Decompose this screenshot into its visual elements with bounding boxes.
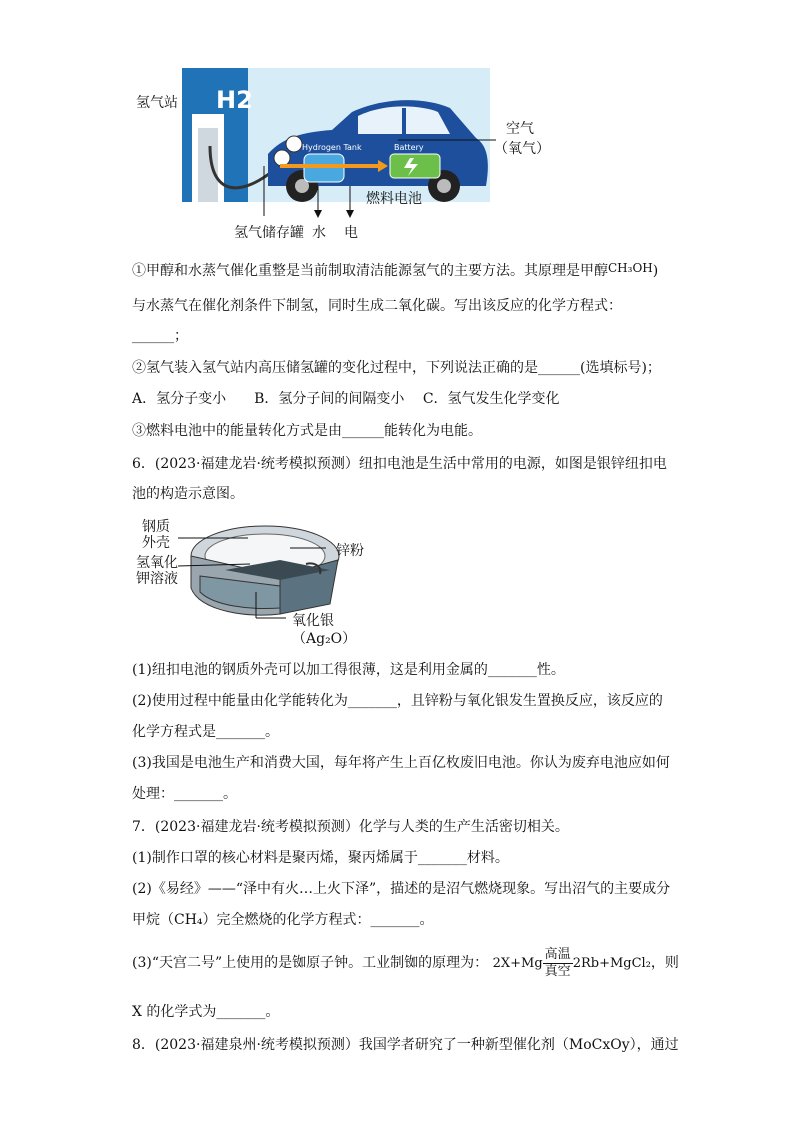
q8-stem: 8．(2023·福建泉州·统考模拟预测）我国学者研究了一种新型催化剂（MoCxOy），通过 — [132, 1037, 679, 1053]
q6-part2-line2: 化学方程式是_______。 — [132, 724, 279, 740]
steel-shell-label-1: 钢质 — [142, 519, 170, 535]
q6-part1: (1)纽扣电池的钢质外壳可以加工得很薄，这是利用金属的_______性。 — [132, 662, 565, 678]
oxygen-label: （氧气） — [494, 141, 550, 157]
q6-part3-line1: (3)我国是电池生产和消费大国，每年将产生上百亿枚废旧电池。你认为废弃电池应如何 — [132, 755, 670, 771]
q6-part3-line2: 处理：_______。 — [132, 786, 237, 802]
q7-part2-line1: (2)《易经》——“泽中有火…上火下泽”，描述的是沼气燃烧现象。写出沼气的主要成分 — [132, 881, 671, 897]
q5-sub1-text: ①甲醇和水蒸气催化重整是当前制取清洁能源氢气的主要方法。其原理是甲醇 — [132, 263, 608, 279]
q6-stem-line1: 6．(2023·福建龙岩·统考模拟预测）纽扣电池是生活中常用的电源，如图是银锌纽扣电 — [132, 456, 667, 472]
q7-part2-line2: 甲烷（CH₄）完全燃烧的化学方程式：_______。 — [132, 912, 434, 928]
q7-part3-line2: X 的化学式为_______。 — [132, 1004, 280, 1020]
fuel-cell-label: 燃料电池 — [366, 191, 422, 207]
q7-part1: (1)制作口罩的核心材料是聚丙烯，聚丙烯属于_______材料。 — [132, 850, 509, 866]
condition-vacuum: 真空 — [544, 963, 571, 979]
station-label: 氢气站 — [136, 95, 178, 111]
koh-label-2: 钾溶液 — [136, 571, 178, 587]
q7-stem: 7．(2023·福建龙岩·统考模拟预测）化学与人类的生产生活密切相关。 — [132, 819, 569, 835]
reaction-condition — [543, 947, 573, 980]
hydrogen-car-figure — [130, 66, 560, 246]
h2-sign-text: H2 — [216, 86, 253, 114]
storage-tank-label: 氢气储存罐 — [234, 225, 304, 241]
tank-text: Hydrogen Tank — [302, 143, 362, 152]
q5-sub1-paren: ) — [652, 263, 659, 279]
q5-sub2: ②氢气装入氢气站内高压储氢罐的变化过程中，下列说法正确的是______(选填标号)； — [132, 360, 661, 376]
q5-sub3: ③燃料电池中的能量转化方式是由______能转化为电能。 — [132, 423, 482, 439]
q5-sub1-line3: ______； — [132, 328, 188, 344]
zinc-powder-label: 锌粉 — [336, 543, 364, 559]
q5-options: A．氢分子变小 B．氢分子间的间隔变小 C．氢气发生化学变化 — [132, 391, 560, 407]
methanol-formula: CH₃OH — [608, 261, 653, 275]
q7-part3-text: (3)“天宫二号”上使用的是铷原子钟。工业制铷的原理为： — [132, 955, 489, 971]
water-label: 水 — [312, 225, 326, 241]
q5-sub1-line1 — [132, 258, 658, 281]
button-battery-figure — [130, 512, 390, 648]
rb-equation-left: 2X+Mg — [492, 956, 543, 971]
q5-sub1-line2: 与水蒸气在催化剂条件下制氢，同时生成二氧化碳。写出该反应的化学方程式： — [132, 298, 622, 314]
steel-shell-label-2: 外壳 — [142, 535, 170, 551]
rb-equation-right: 2Rb+MgCl₂ — [572, 956, 651, 971]
q6-stem-line2: 池的构造示意图。 — [132, 486, 244, 502]
electricity-label: 电 — [344, 225, 358, 241]
battery-text: Battery — [394, 143, 424, 152]
silver-oxide-label: 氧化银 — [292, 613, 334, 629]
q7-part3-line1 — [132, 946, 679, 981]
q6-part2-line1: (2)使用过程中能量由化学能转化为_______，且锌粉与氧化银发生置换反应，该反应的 — [132, 693, 663, 709]
silver-oxide-formula: （Ag₂O） — [292, 631, 357, 647]
air-label: 空气 — [506, 121, 534, 137]
koh-label-1: 氢氧化 — [136, 555, 178, 571]
condition-high-temp: 高温 — [544, 946, 571, 962]
q7-part3-tail: ，则 — [650, 955, 679, 971]
